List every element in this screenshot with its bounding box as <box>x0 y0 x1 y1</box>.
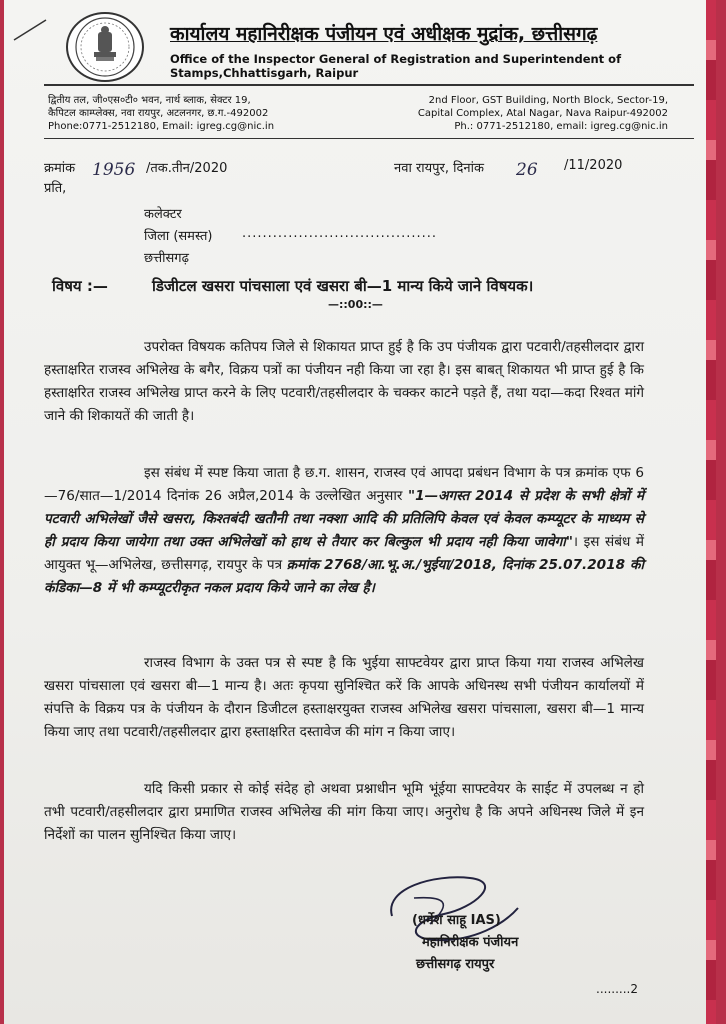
place-date-label: नवा रायपुर, दिनांक <box>394 161 484 176</box>
address-right-line: Capital Complex, Atal Nagar, Nava Raipur-492002 <box>417 108 668 119</box>
letter-number-suffix: /तक.तीन/2020 <box>146 161 228 176</box>
date-month-year: /11/2020 <box>564 158 623 173</box>
address-right-line: 2nd Floor, GST Building, North Block, Sector-19, <box>428 95 668 106</box>
header-rule-bottom <box>44 138 694 139</box>
address-left <box>48 94 274 133</box>
subject-label: विषय :— <box>52 277 108 295</box>
letterhead-title-english: Office of the Inspector General of Registration and Superintendent of Stamps,Chhattisgarh, Raipur <box>170 52 622 80</box>
body-paragraph-2 <box>44 462 644 600</box>
header-rule-top <box>44 84 694 86</box>
pen-mark-icon <box>10 14 50 44</box>
signatory-place: छत्तीसगढ़ रायपुर <box>416 957 495 972</box>
body-paragraph-2-quote: "1—अगस्त 2014 से प्रदेश के सभी क्षेत्रों में पटवारी अभिलेखों जैसे खसरा, किश्तबंदी खतौनी तथा नक्शा आदि की प्रतिलिपि केवल एवं केवल कम्प्यूटर के माध्यम से ही प्रदाय किया जायेगा तथा उक्त अभिलेखों को हाथ से तैयार कर बिल्कुल भी प्रदाय नही किया जावेगा" <box>44 488 645 550</box>
addressee-line-2: जिला (समस्त) <box>144 229 213 244</box>
letter-page <box>4 0 716 1024</box>
body-paragraph-4: यदि किसी प्रकार से कोई संदेह हो अथवा प्रश्नाधीन भूमि भूंईया साफ्टवेयर के साईट में उपलब्ध न हो तभी पटवारी/तहसीलदार द्वारा प्रमाणित राजस्व अभिलेख की मांग किया जाए। अनुरोध है कि अपने अधिनस्थ जिले में इन निर्देशों का पालन सुनिश्चित किया जाए। <box>44 781 644 843</box>
addressee-line-1: कलेक्टर <box>144 207 182 222</box>
address-left-line: Phone:0771-2512180, Email: igreg.cg@nic.in <box>48 121 275 132</box>
body-paragraph-2-mid: । इस संबंध में आयुक्त भू—अभिलेख, छत्तीसगढ़, रायपुर के पत्र <box>44 534 644 573</box>
address-left-line: कैपिटल काम्प्लेक्स, नवा रायपुर, अटलनगर, छ.ग.-492002 <box>48 108 269 119</box>
letterhead-title-hindi: कार्यालय महानिरीक्षक पंजीयन एवं अधीक्षक मुद्रांक, छत्तीसगढ़ <box>170 23 598 45</box>
background-edge <box>706 0 716 1024</box>
body-paragraph-1: उपरोक्त विषयक कतिपय जिले से शिकायत प्राप्त हुई है कि उप पंजीयक द्वारा पटवारी/तहसीलदार द्वारा हस्ताक्षरित राजस्व अभिलेख के बगैर, विक्रय पत्रों का पंजीयन नही किया जा रहा है। इस बाबत् शिकायत भी प्राप्त हुई है कि हस्ताक्षरित राजस्व अभिलेख प्राप्त करने के लिए पटवारी/तहसीलदार के चक्कर काटने पड़ते हैं, तथा यदा—कदा रिश्वत मांगे जाने की शिकायतें की जाती है। <box>44 339 644 424</box>
addressee-line-3: छत्तीसगढ़ <box>144 251 189 266</box>
addressee-dots: ...................................... <box>242 226 438 241</box>
letter-number-handwritten: 1956 <box>92 160 136 180</box>
body-paragraph-2-end: क्रमांक 2768/आ.भू.अ./भुईया/2018, दिनांक 25.07.2018 की कंडिका—8 में भी कम्प्यूटरीकृत नकल प्रदाय किये जाने का लेख है। <box>44 557 644 596</box>
body-paragraph-3: राजस्व विभाग के उक्त पत्र से स्पष्ट है कि भुईया साफ्टवेयर द्वारा प्राप्त किया गया राजस्व अभिलेख खसरा पांचसाला एवं खसरा बी—1 मान्य है। अतः कृपया सुनिश्चित करें कि आपके अधिनस्थ सभी पंजीयन कार्यालयों में संपत्ति के विक्रय पत्र के पंजीयन के दौरान डिजीटल हस्ताक्षरयुक्त राजस्व अभिलेख खसरा पांचसाला, खसरा बी—1 मान्य किया जाए तथा पटवारी/तहसीलदार द्वारा हस्ताक्षरित दस्तावेज की मांग न किया जाए। <box>44 655 644 740</box>
subject-text: डिजीटल खसरा पांचसाला एवं खसरा बी—1 मान्य किये जाने विषयक। <box>152 277 534 295</box>
state-emblem-icon <box>66 12 144 82</box>
body-paragraph-2-start: इस संबंध में स्पष्ट किया जाता है छ.ग. शासन, राजस्व एवं आपदा प्रबंधन विभाग के पत्र क्रमांक एफ 6—76/सात—1/2014 दिनांक 26 अप्रैल,2014 के उल्लेखित अनुसार <box>44 465 644 504</box>
subject-divider: —::00::— <box>328 298 383 311</box>
signatory-name: (धर्मेश साहू IAS) <box>412 913 501 928</box>
address-right-line: Ph.: 0771-2512180, email: igreg.cg@nic.in <box>454 121 668 132</box>
date-day-handwritten: 26 <box>516 160 538 180</box>
address-right <box>418 94 668 133</box>
page-number: .........2 <box>596 982 638 996</box>
signatory-title: महानिरीक्षक पंजीयन <box>422 935 519 950</box>
address-left-line: द्वितीय तल, जी०एस०टी० भवन, नार्थ ब्लाक, सेक्टर 19, <box>48 95 251 106</box>
prati-label: प्रति, <box>44 181 67 196</box>
kramank-label: क्रमांक <box>44 161 76 176</box>
